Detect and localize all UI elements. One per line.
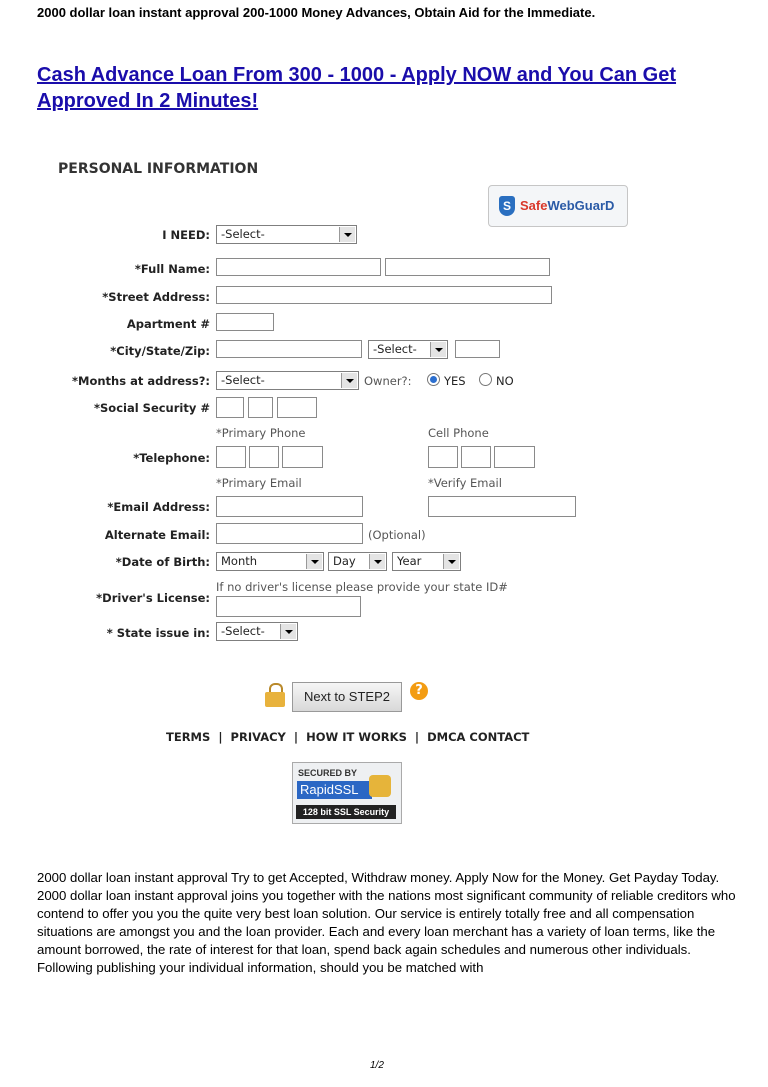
optional-note: (Optional) <box>368 528 426 542</box>
birth-year-select[interactable]: Year <box>392 552 461 571</box>
first-name-field[interactable] <box>216 258 381 276</box>
alternate-email-label: Alternate Email: <box>104 528 210 542</box>
license-note: If no driver's license please provide your state ID# <box>216 580 508 594</box>
full-name-label: *Full Name: <box>134 262 210 276</box>
ssl-secured-by-text: SECURED BY <box>298 768 358 778</box>
owner-yes-radio[interactable] <box>427 373 440 386</box>
lock-icon <box>265 683 285 707</box>
privacy-link[interactable]: PRIVACY <box>230 730 286 744</box>
ssl-strength-text: 128 bit SSL Security <box>296 805 396 819</box>
dmca-contact-link[interactable]: DMCA CONTACT <box>427 730 530 744</box>
ssn-part3-field[interactable] <box>277 397 317 418</box>
drivers-license-field[interactable] <box>216 596 361 617</box>
chevron-down-icon <box>280 624 296 639</box>
primary-phone-line-field[interactable] <box>282 446 323 468</box>
footer-separator: | <box>414 730 420 744</box>
chevron-down-icon <box>443 554 459 569</box>
apartment-label: Apartment # <box>126 317 210 331</box>
chevron-down-icon <box>369 554 385 569</box>
alternate-email-field[interactable] <box>216 523 363 544</box>
body-text <box>37 869 737 977</box>
verify-email-label: *Verify Email <box>428 476 502 490</box>
ssl-brand-text: RapidSSL <box>297 781 372 799</box>
verify-email-field[interactable] <box>428 496 576 517</box>
chevron-down-icon <box>341 373 357 388</box>
birth-month-select[interactable]: Month <box>216 552 324 571</box>
cell-phone-area-field[interactable] <box>428 446 458 468</box>
owner-no-label: NO <box>496 374 514 388</box>
footer-separator: | <box>218 730 223 744</box>
zip-field[interactable] <box>455 340 500 358</box>
primary-phone-area-field[interactable] <box>216 446 246 468</box>
state-issue-select[interactable]: -Select- <box>216 622 298 641</box>
owner-yes-label: YES <box>444 374 466 388</box>
how-it-works-link[interactable]: HOW IT WORKS <box>306 730 407 744</box>
cell-phone-label: Cell Phone <box>428 426 489 440</box>
section-title: PERSONAL INFORMATION <box>58 161 259 177</box>
terms-link[interactable]: TERMS <box>166 730 211 744</box>
cell-phone-line-field[interactable] <box>494 446 535 468</box>
email-field[interactable] <box>216 496 363 517</box>
last-name-field[interactable] <box>385 258 550 276</box>
chevron-down-icon <box>339 227 355 242</box>
city-field[interactable] <box>216 340 362 358</box>
chevron-down-icon <box>430 342 446 357</box>
owner-no-radio[interactable] <box>479 373 492 386</box>
months-at-address-label: *Months at address?: <box>72 374 210 388</box>
ssn-part1-field[interactable] <box>216 397 244 418</box>
apartment-field[interactable] <box>216 313 274 331</box>
date-of-birth-label: *Date of Birth: <box>115 555 210 569</box>
email-address-label: *Email Address: <box>107 500 210 514</box>
primary-email-label: *Primary Email <box>216 476 302 490</box>
safewebguard-logo-text: SafeWebGuarD <box>520 198 615 213</box>
apply-now-link[interactable]: Cash Advance Loan From 300 - 1000 - Apply NOW and You Can Get Approved In 2 Minutes! <box>37 64 677 112</box>
primary-phone-label: *Primary Phone <box>216 426 306 440</box>
primary-phone-prefix-field[interactable] <box>249 446 279 468</box>
city-state-zip-label: *City/State/Zip: <box>110 344 210 358</box>
birth-day-select[interactable]: Day <box>328 552 387 571</box>
owner-label: Owner?: <box>364 374 412 388</box>
i-need-label: I NEED: <box>162 228 210 242</box>
safewebguard-badge <box>488 185 628 227</box>
footer-links <box>164 730 531 744</box>
i-need-select[interactable]: -Select- <box>216 225 357 244</box>
rapidssl-badge <box>292 762 402 824</box>
footer-separator: | <box>293 730 299 744</box>
document-header-title: 2000 dollar loan instant approval 200-1000 Money Advances, Obtain Aid for the Immediate. <box>37 5 596 20</box>
page-number: 1/2 <box>370 1060 384 1071</box>
cell-phone-prefix-field[interactable] <box>461 446 491 468</box>
street-address-label: *Street Address: <box>102 290 210 304</box>
street-address-field[interactable] <box>216 286 552 304</box>
paragraph-2: 2000 dollar loan instant approval joins you together with the nations most significant community of reliable creditors who contend to offer you you the quite very best loan solution. Our service is entirely totally free and all compensation situations are amongst you and the loan provider. Each and every loan merchant has a variety of loan terms, like the amount borrowed, the rate of interest for that loan, spend back again schedules and numerous other individuals. Following publishing your individual information, should you be matched with <box>37 888 736 975</box>
padlock-icon <box>369 775 391 797</box>
next-step-button[interactable]: Next to STEP2 <box>292 682 402 712</box>
ssn-label: *Social Security # <box>94 401 210 415</box>
help-icon[interactable]: ? <box>410 682 428 700</box>
telephone-label: *Telephone: <box>133 451 210 465</box>
paragraph-1: 2000 dollar loan instant approval Try to get Accepted, Withdraw money. Apply Now for the Money. Get Payday Today. <box>37 870 720 885</box>
state-select[interactable]: -Select- <box>368 340 448 359</box>
shield-icon: S <box>499 196 515 216</box>
state-issue-label: * State issue in: <box>106 626 210 640</box>
drivers-license-label: *Driver's License: <box>96 591 210 605</box>
chevron-down-icon <box>306 554 322 569</box>
months-at-address-select[interactable]: -Select- <box>216 371 359 390</box>
ssn-part2-field[interactable] <box>248 397 273 418</box>
